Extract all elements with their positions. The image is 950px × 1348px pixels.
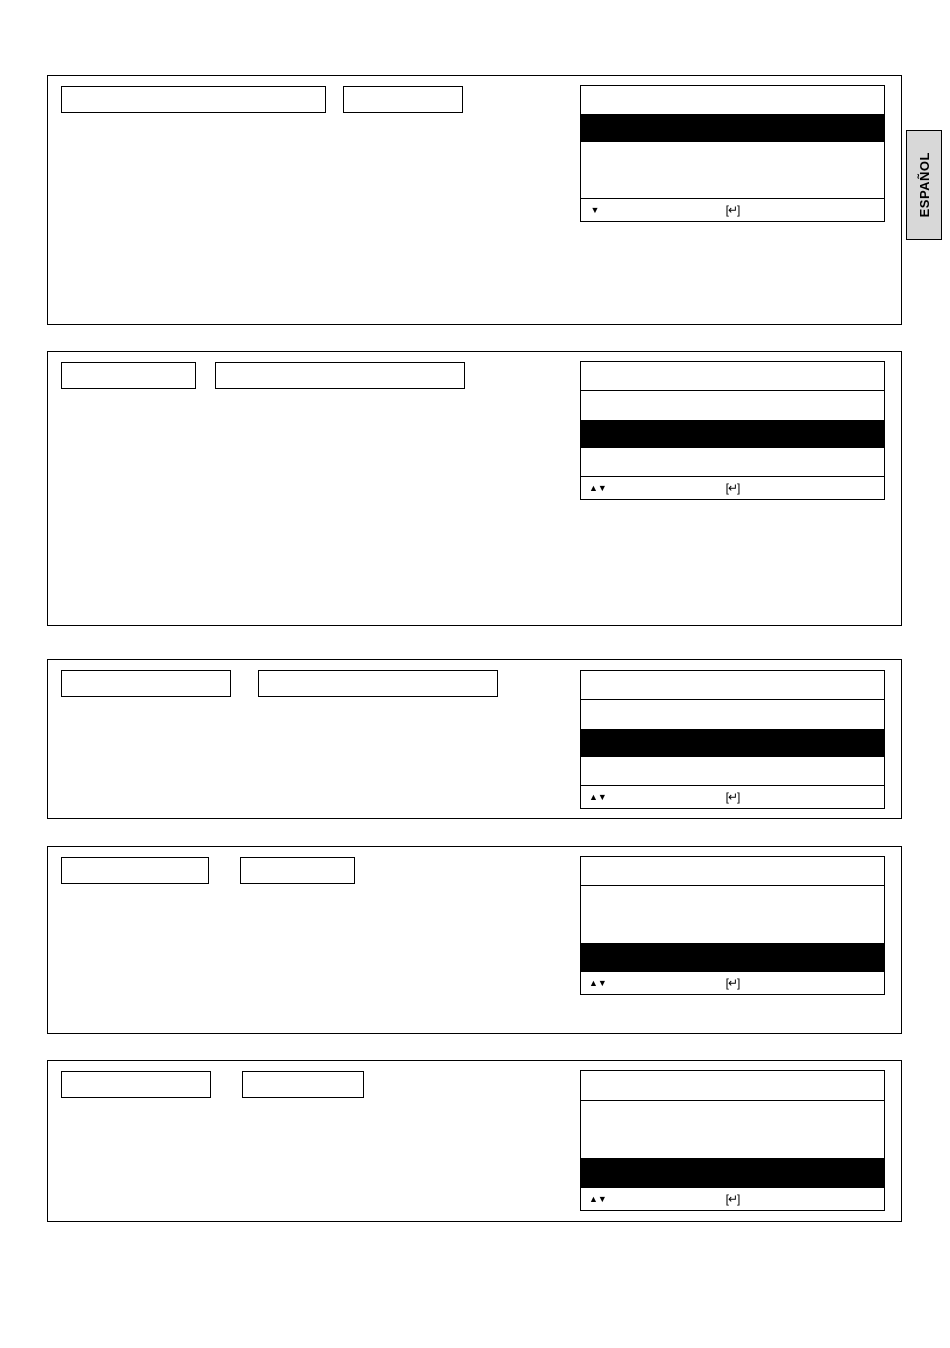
down-arrow-icon: ▼ [590,205,600,215]
section-4-display-footer [581,971,884,994]
section-3-display-row-1 [581,671,884,699]
section-1-display-row-1 [581,86,884,114]
enter-key-icon: [↵] [725,790,740,804]
section-2-display [580,361,885,500]
section-2-label-2 [215,362,465,389]
section-3-display-row-3 [581,729,884,757]
section-1-label-2 [343,86,463,113]
section-4-display-rows [581,857,884,971]
section-3-label-2 [258,670,498,697]
section-4-label-2 [240,857,355,884]
language-tab-label: ESPAÑOL [916,152,932,218]
section-3-label-1 [61,670,231,697]
section-2-label-1 [61,362,196,389]
enter-key-icon: [↵] [725,203,740,217]
section-1-display-footer [581,198,884,221]
section-2-display-row-2 [581,390,884,419]
section-1-display-row-3 [581,142,884,170]
section-3-body [61,710,571,810]
section-1-body [61,126,571,311]
section-3-display-row-2 [581,699,884,728]
section-4-display [580,856,885,995]
section-1-display-rows [581,86,884,198]
section-2-display-footer [581,476,884,499]
section-1-display-row-4 [581,170,884,198]
up-down-arrow-icon: ▲▼ [589,792,607,802]
section-5-display [580,1070,885,1211]
enter-key-icon: [↵] [725,976,740,990]
section-5-display-rows [581,1071,884,1187]
up-down-arrow-icon: ▲▼ [589,978,607,988]
section-5-display-footer [581,1187,884,1210]
section-5-display-row-2 [581,1100,884,1130]
section-5-display-row-3 [581,1130,884,1159]
up-down-arrow-icon: ▲▼ [589,1194,607,1204]
section-4-body [61,897,571,1022]
section-1-display [580,85,885,222]
enter-key-icon: [↵] [725,1192,740,1206]
section-4-display-row-1 [581,857,884,885]
up-down-arrow-icon: ▲▼ [589,483,607,493]
section-5-display-row-1 [581,1071,884,1100]
section-3-display [580,670,885,809]
section-1-label-1 [61,86,326,113]
section-4-display-row-4 [581,943,884,971]
section-3-display-row-4 [581,757,884,785]
language-tab-espanol [906,130,942,240]
section-1-display-row-2 [581,114,884,142]
section-2-body [61,402,571,612]
section-5-label-2 [242,1071,364,1098]
section-5-body [61,1111,571,1211]
section-2-display-row-1 [581,362,884,390]
section-3-display-footer [581,785,884,808]
section-2-display-row-3 [581,420,884,448]
section-5-label-1 [61,1071,211,1098]
section-3-display-rows [581,671,884,785]
section-2-display-rows [581,362,884,476]
section-2-display-row-4 [581,448,884,476]
enter-key-icon: [↵] [725,481,740,495]
section-4-display-row-3 [581,915,884,943]
section-4-display-row-2 [581,885,884,914]
section-4-label-1 [61,857,209,884]
section-5-display-row-4 [581,1158,884,1187]
